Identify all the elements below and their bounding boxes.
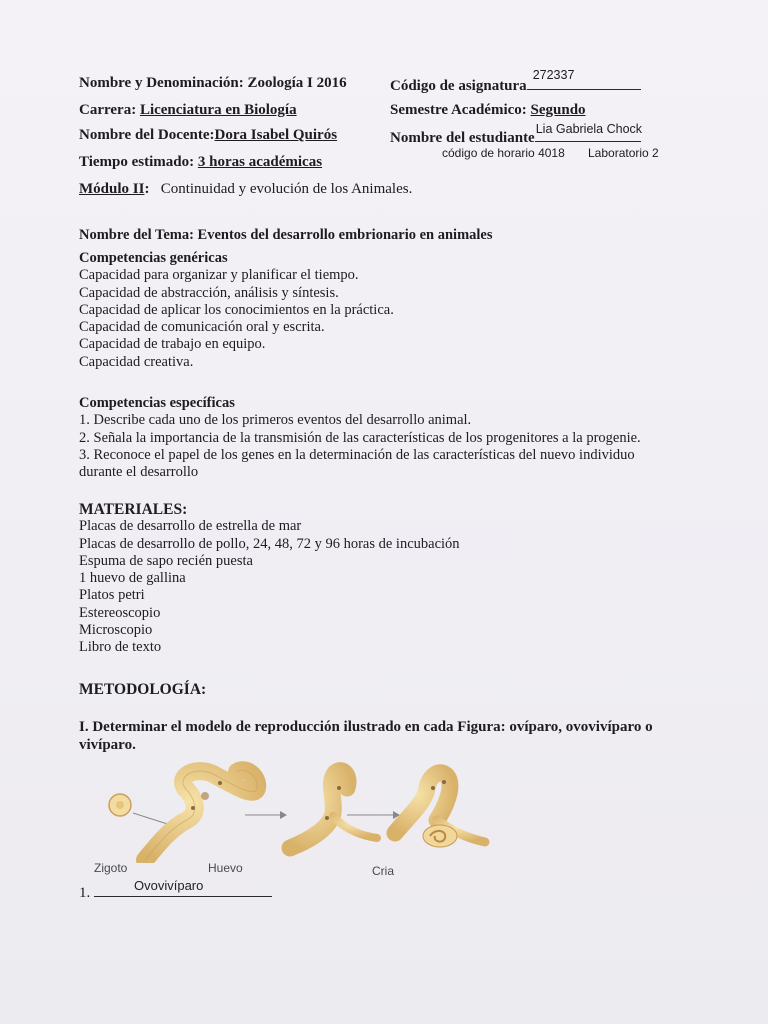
caption-huevo: Huevo bbox=[208, 861, 243, 875]
header-tiempo: Tiempo estimado: 3 horas académicas bbox=[79, 154, 323, 170]
snake-egg-icon bbox=[145, 770, 257, 860]
zygote-icon bbox=[109, 794, 131, 816]
list-item: 2. Señala la importancia de la transmisión de las características de los progenitores a la progenie. bbox=[79, 429, 641, 446]
list-item: Espuma de sapo recién puesta bbox=[79, 552, 253, 569]
snake-embryo-icon bbox=[290, 771, 377, 848]
list-item: Libro de texto bbox=[79, 639, 162, 656]
respuesta-1 bbox=[79, 880, 272, 902]
pregunta-1: I. Determinar el modelo de reproducción ilustrado en cada Figura: ovíparo, ovovivíparo o vivíparo. bbox=[79, 719, 653, 753]
list-item: 1 huevo de gallina bbox=[79, 570, 186, 587]
header-docente: Nombre del Docente:Dora Isabel Quirós bbox=[79, 127, 338, 143]
estudiante-value: Lia Gabriela Chock bbox=[535, 122, 643, 136]
header-codigo: Código de asignatura 272337 bbox=[390, 75, 641, 95]
competencias-especificas bbox=[79, 395, 641, 481]
list-item: Placas de desarrollo de estrella de mar bbox=[79, 518, 302, 535]
arrow-head-icon bbox=[280, 811, 287, 819]
list-item: Capacidad de aplicar los conocimientos en la práctica. bbox=[79, 301, 394, 318]
list-item: Capacidad creativa. bbox=[79, 353, 194, 370]
reproduction-figure bbox=[95, 758, 515, 863]
list-item: Capacidad de abstracción, análisis y síntesis. bbox=[79, 284, 339, 301]
header-semestre: Semestre Académico: Segundo bbox=[390, 102, 586, 118]
header-estudiante: Nombre del estudiante Lia Gabriela Chock bbox=[390, 122, 643, 146]
respuesta-1-value: Ovovivíparo bbox=[134, 878, 204, 893]
semestre-value: Segundo bbox=[530, 102, 586, 118]
header-modulo: Módulo II: Continuidad y evolución de los Animales. bbox=[79, 181, 413, 197]
competencias-genericas bbox=[79, 250, 394, 371]
horario-note: código de horario 4018 bbox=[442, 146, 565, 160]
caption-zigoto: Zigoto bbox=[94, 861, 128, 875]
estudiante-blank bbox=[535, 122, 643, 142]
caption-cria: Cria bbox=[372, 864, 395, 878]
codigo-blank bbox=[527, 68, 641, 90]
carrera-value: Licenciatura en Biología bbox=[139, 102, 297, 118]
respuesta-1-blank[interactable] bbox=[94, 880, 272, 897]
laboratorio-note: Laboratorio 2 bbox=[588, 146, 659, 160]
tema-title: Nombre del Tema: Eventos del desarrollo embrionario en animales bbox=[79, 227, 493, 243]
list-item: Placas de desarrollo de pollo, 24, 48, 72 y 96 horas de incubación bbox=[79, 535, 460, 552]
header-carrera: Carrera: Licenciatura en Biología bbox=[79, 102, 297, 118]
materiales bbox=[79, 501, 460, 657]
modulo-value: Continuidad y evolución de los Animales. bbox=[160, 181, 413, 197]
docente-value: Dora Isabel Quirós bbox=[214, 127, 338, 143]
materiales-title: MATERIALES: bbox=[79, 501, 188, 518]
modulo-label: Módulo II bbox=[79, 181, 145, 197]
list-item: Capacidad de comunicación oral y escrita. bbox=[79, 319, 325, 336]
list-item: 3. Reconoce el papel de los genes en la determinación de las características del nuevo individuo bbox=[79, 446, 635, 463]
snake-offspring-icon bbox=[395, 773, 485, 847]
list-item: Platos petri bbox=[79, 587, 145, 604]
header-nombre: Nombre y Denominación: Zoología I 2016 bbox=[79, 75, 347, 91]
list-item: durante el desarrollo bbox=[79, 464, 199, 481]
metodologia-title: METODOLOGÍA: bbox=[79, 681, 207, 698]
tiempo-value: 3 horas académicas bbox=[197, 154, 323, 170]
list-item: Capacidad de trabajo en equipo. bbox=[79, 336, 266, 353]
competencias-genericas-title: Competencias genéricas bbox=[79, 250, 228, 266]
codigo-value: 272337 bbox=[532, 68, 575, 82]
list-item: Microscopio bbox=[79, 622, 153, 639]
competencias-especificas-title: Competencias específicas bbox=[79, 395, 235, 411]
list-item: Capacidad para organizar y planificar el tiempo. bbox=[79, 267, 359, 284]
respuesta-1-number: 1. bbox=[79, 885, 91, 901]
list-item: Estereoscopio bbox=[79, 604, 161, 621]
list-item: 1. Describe cada uno de los primeros eventos del desarrollo animal. bbox=[79, 412, 472, 429]
